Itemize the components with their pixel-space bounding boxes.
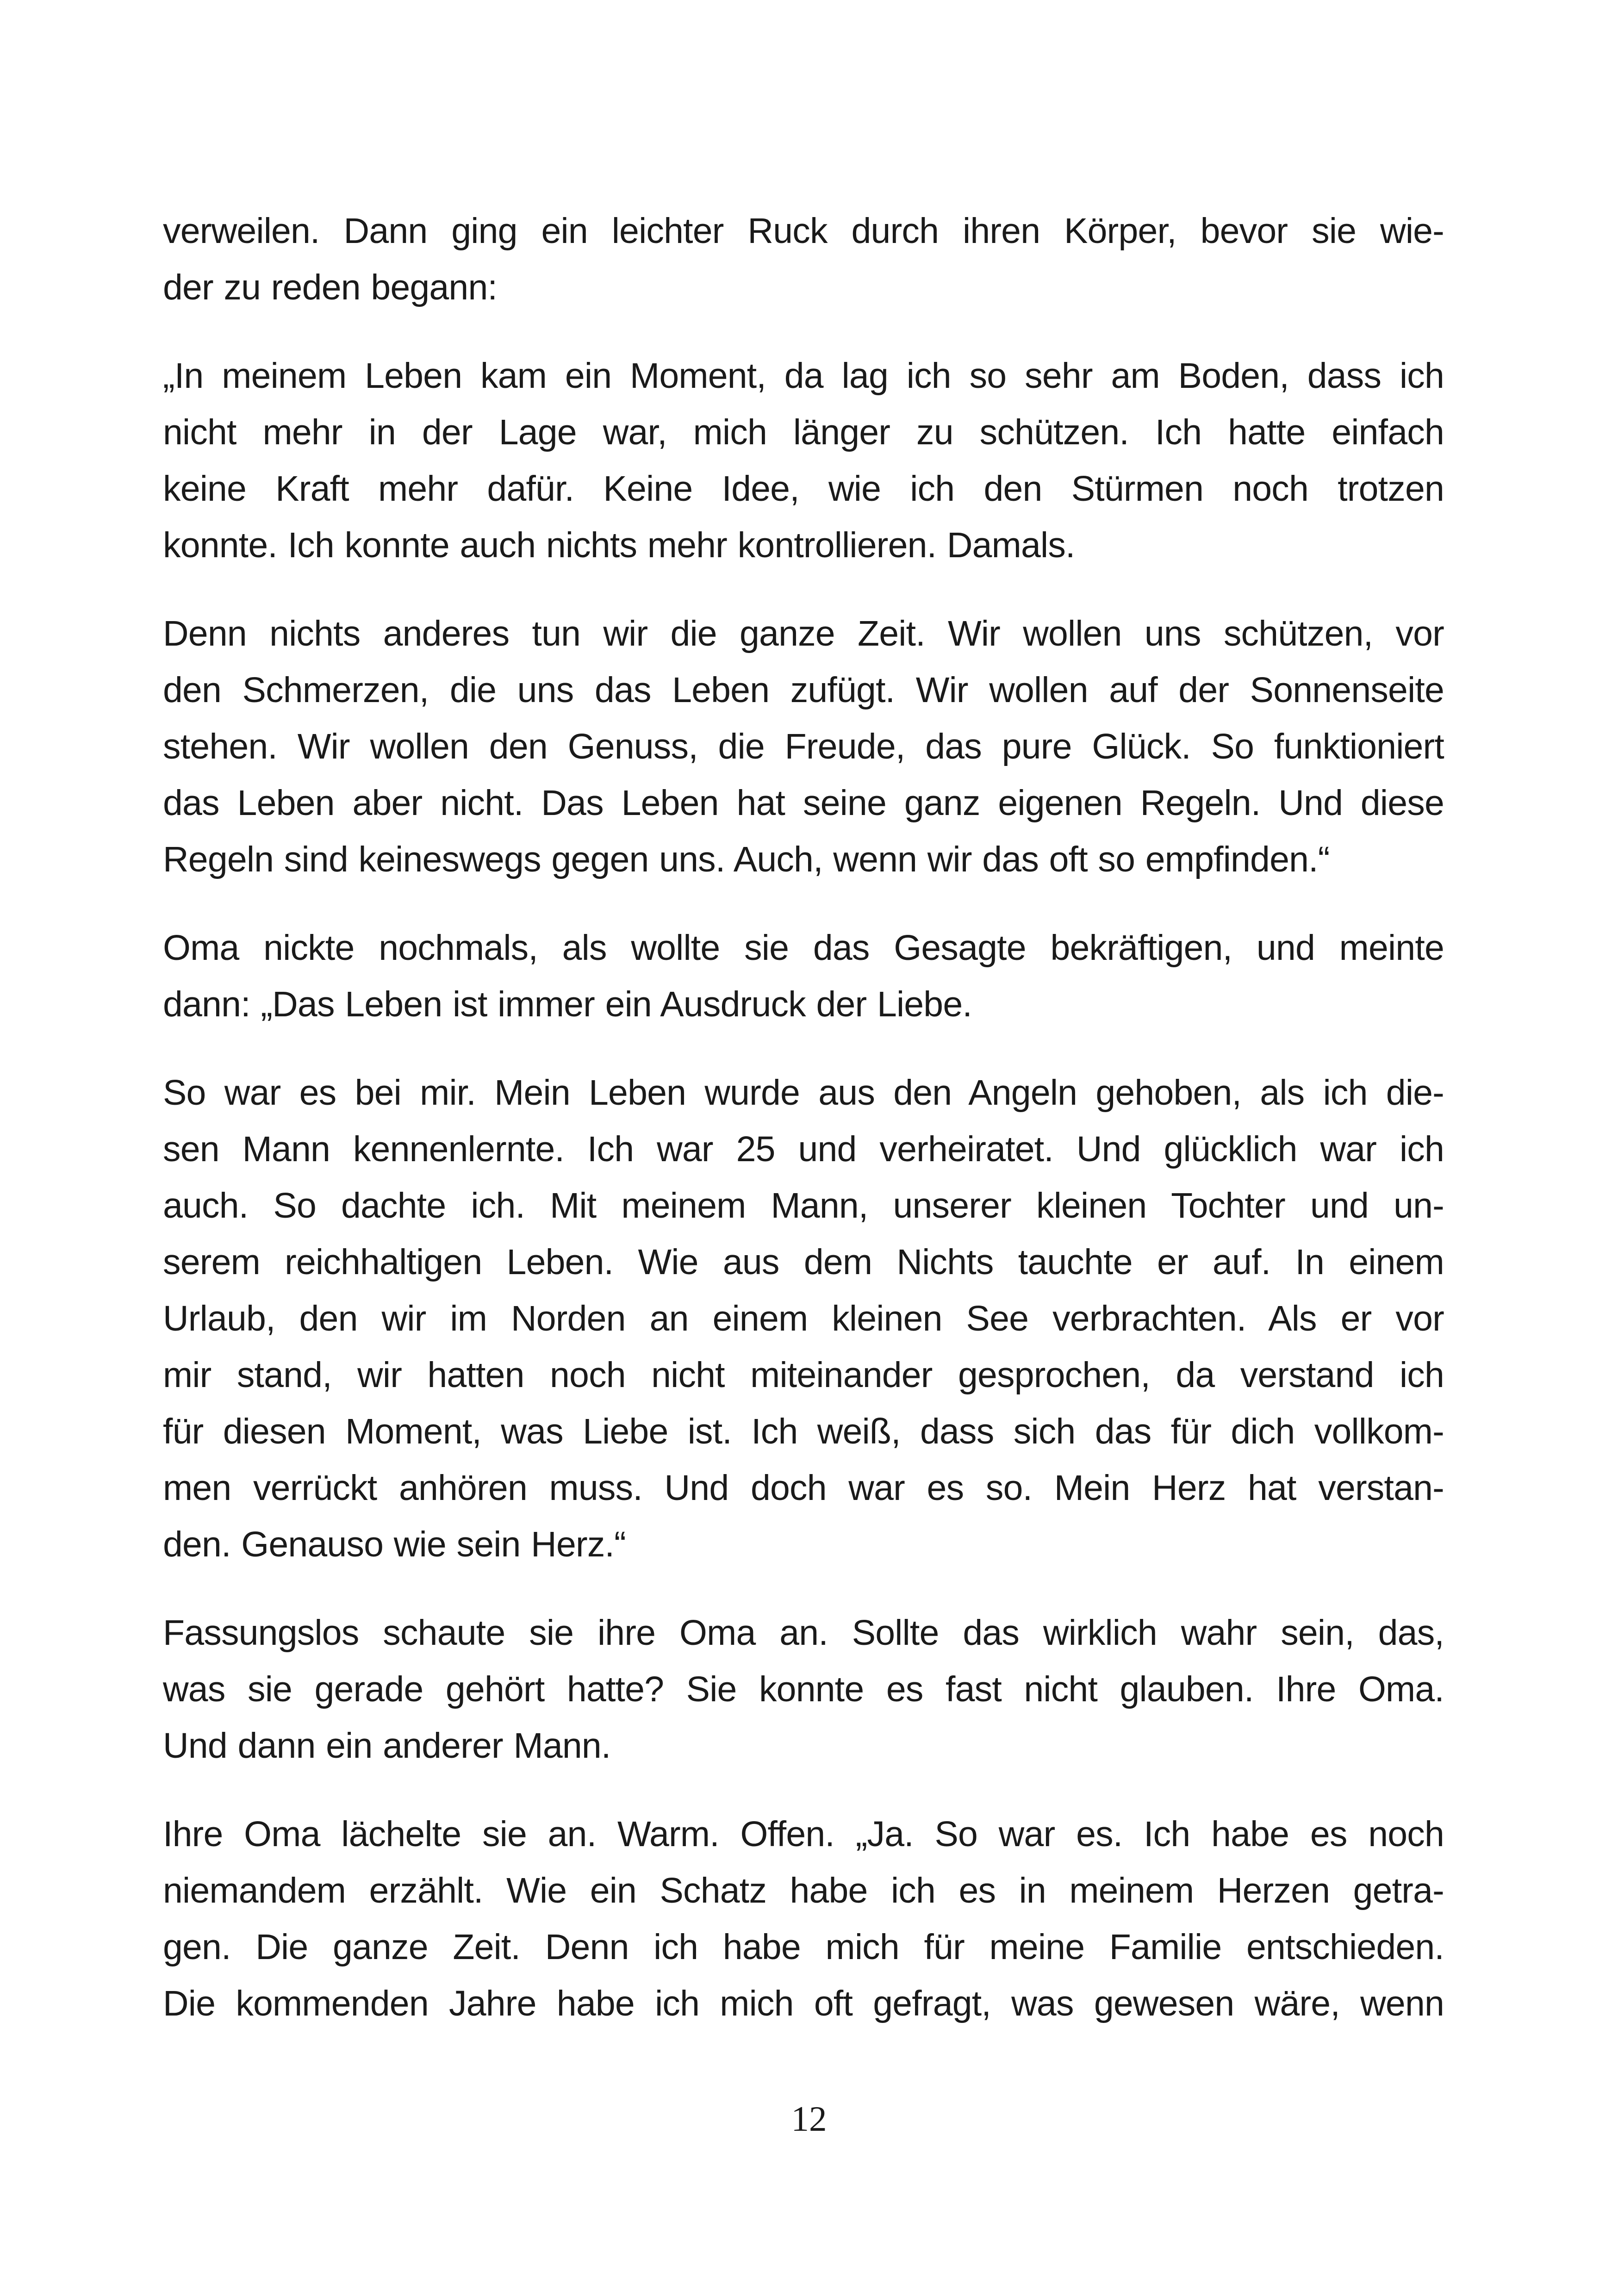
- text-line: das Leben aber nicht. Das Leben hat seine ganz eigenen Regeln. Und diese: [163, 783, 1444, 823]
- text-line: Die kommenden Jahre habe ich mich oft gefragt, was gewesen wäre, wenn: [163, 1984, 1444, 2023]
- text-line: der zu reden begann:: [163, 268, 498, 307]
- paragraph: [163, 1605, 1444, 1774]
- page-number: 12: [791, 2099, 827, 2139]
- text-line: keine Kraft mehr dafür. Keine Idee, wie ich den Stürmen noch trotzen: [163, 469, 1444, 509]
- text-line: Und dann ein anderer Mann.: [163, 1726, 611, 1766]
- text-line: was sie gerade gehört hatte? Sie konnte es fast nicht glauben. Ihre Oma.: [163, 1669, 1444, 1709]
- text-line: Fassungslos schaute sie ihre Oma an. Sollte das wirklich wahr sein, das,: [163, 1613, 1444, 1653]
- text-line: Denn nichts anderes tun wir die ganze Zeit. Wir wollen uns schützen, vor: [163, 614, 1444, 653]
- text-line: sen Mann kennenlernte. Ich war 25 und verheiratet. Und glücklich war ich: [163, 1129, 1444, 1169]
- paragraph: [163, 1806, 1444, 2032]
- paragraph: [163, 605, 1444, 888]
- text-line: Ihre Oma lächelte sie an. Warm. Offen. „Ja. So war es. Ich habe es noch: [163, 1814, 1444, 1854]
- text-line: men verrückt anhören muss. Und doch war es so. Mein Herz hat verstan-: [163, 1468, 1444, 1508]
- text-line: stehen. Wir wollen den Genuss, die Freude, das pure Glück. So funktioniert: [163, 727, 1444, 766]
- text-line: dann: „Das Leben ist immer ein Ausdruck der Liebe.: [163, 984, 972, 1024]
- text-line: „In meinem Leben kam ein Moment, da lag ich so sehr am Boden, dass ich: [163, 356, 1444, 396]
- text-line: Urlaub, den wir im Norden an einem kleinen See verbrachten. Als er vor: [163, 1299, 1444, 1338]
- text-line: verweilen. Dann ging ein leichter Ruck durch ihren Körper, bevor sie wie-: [163, 211, 1444, 251]
- text-line: auch. So dachte ich. Mit meinem Mann, unserer kleinen Tochter und un-: [163, 1186, 1444, 1226]
- text-line: mir stand, wir hatten noch nicht miteinander gesprochen, da verstand ich: [163, 1355, 1444, 1395]
- text-line: für diesen Moment, was Liebe ist. Ich weiß, dass sich das für dich vollkom-: [163, 1412, 1444, 1451]
- text-line: den. Genauso wie sein Herz.“: [163, 1524, 626, 1564]
- text-line: Oma nickte nochmals, als wollte sie das Gesagte bekräftigen, und meinte: [163, 928, 1444, 968]
- paragraph: [163, 348, 1444, 573]
- text-line: Regeln sind keineswegs gegen uns. Auch, wenn wir das oft so empfinden.“: [163, 840, 1330, 879]
- body-text: [163, 203, 1444, 2064]
- text-line: gen. Die ganze Zeit. Denn ich habe mich für meine Familie entschieden.: [163, 1927, 1444, 1967]
- text-line: serem reichhaltigen Leben. Wie aus dem Nichts tauchte er auf. In einem: [163, 1242, 1444, 1282]
- text-line: konnte. Ich konnte auch nichts mehr kontrollieren. Damals.: [163, 525, 1075, 565]
- text-line: den Schmerzen, die uns das Leben zufügt. Wir wollen auf der Sonnenseite: [163, 670, 1444, 710]
- paragraph: [163, 203, 1444, 316]
- text-line: nicht mehr in der Lage war, mich länger zu schützen. Ich hatte einfach: [163, 412, 1444, 452]
- paragraph: [163, 920, 1444, 1033]
- paragraph: [163, 1064, 1444, 1573]
- text-line: niemandem erzählt. Wie ein Schatz habe ich es in meinem Herzen getra-: [163, 1871, 1444, 1910]
- text-line: So war es bei mir. Mein Leben wurde aus den Angeln gehoben, als ich die-: [163, 1073, 1444, 1113]
